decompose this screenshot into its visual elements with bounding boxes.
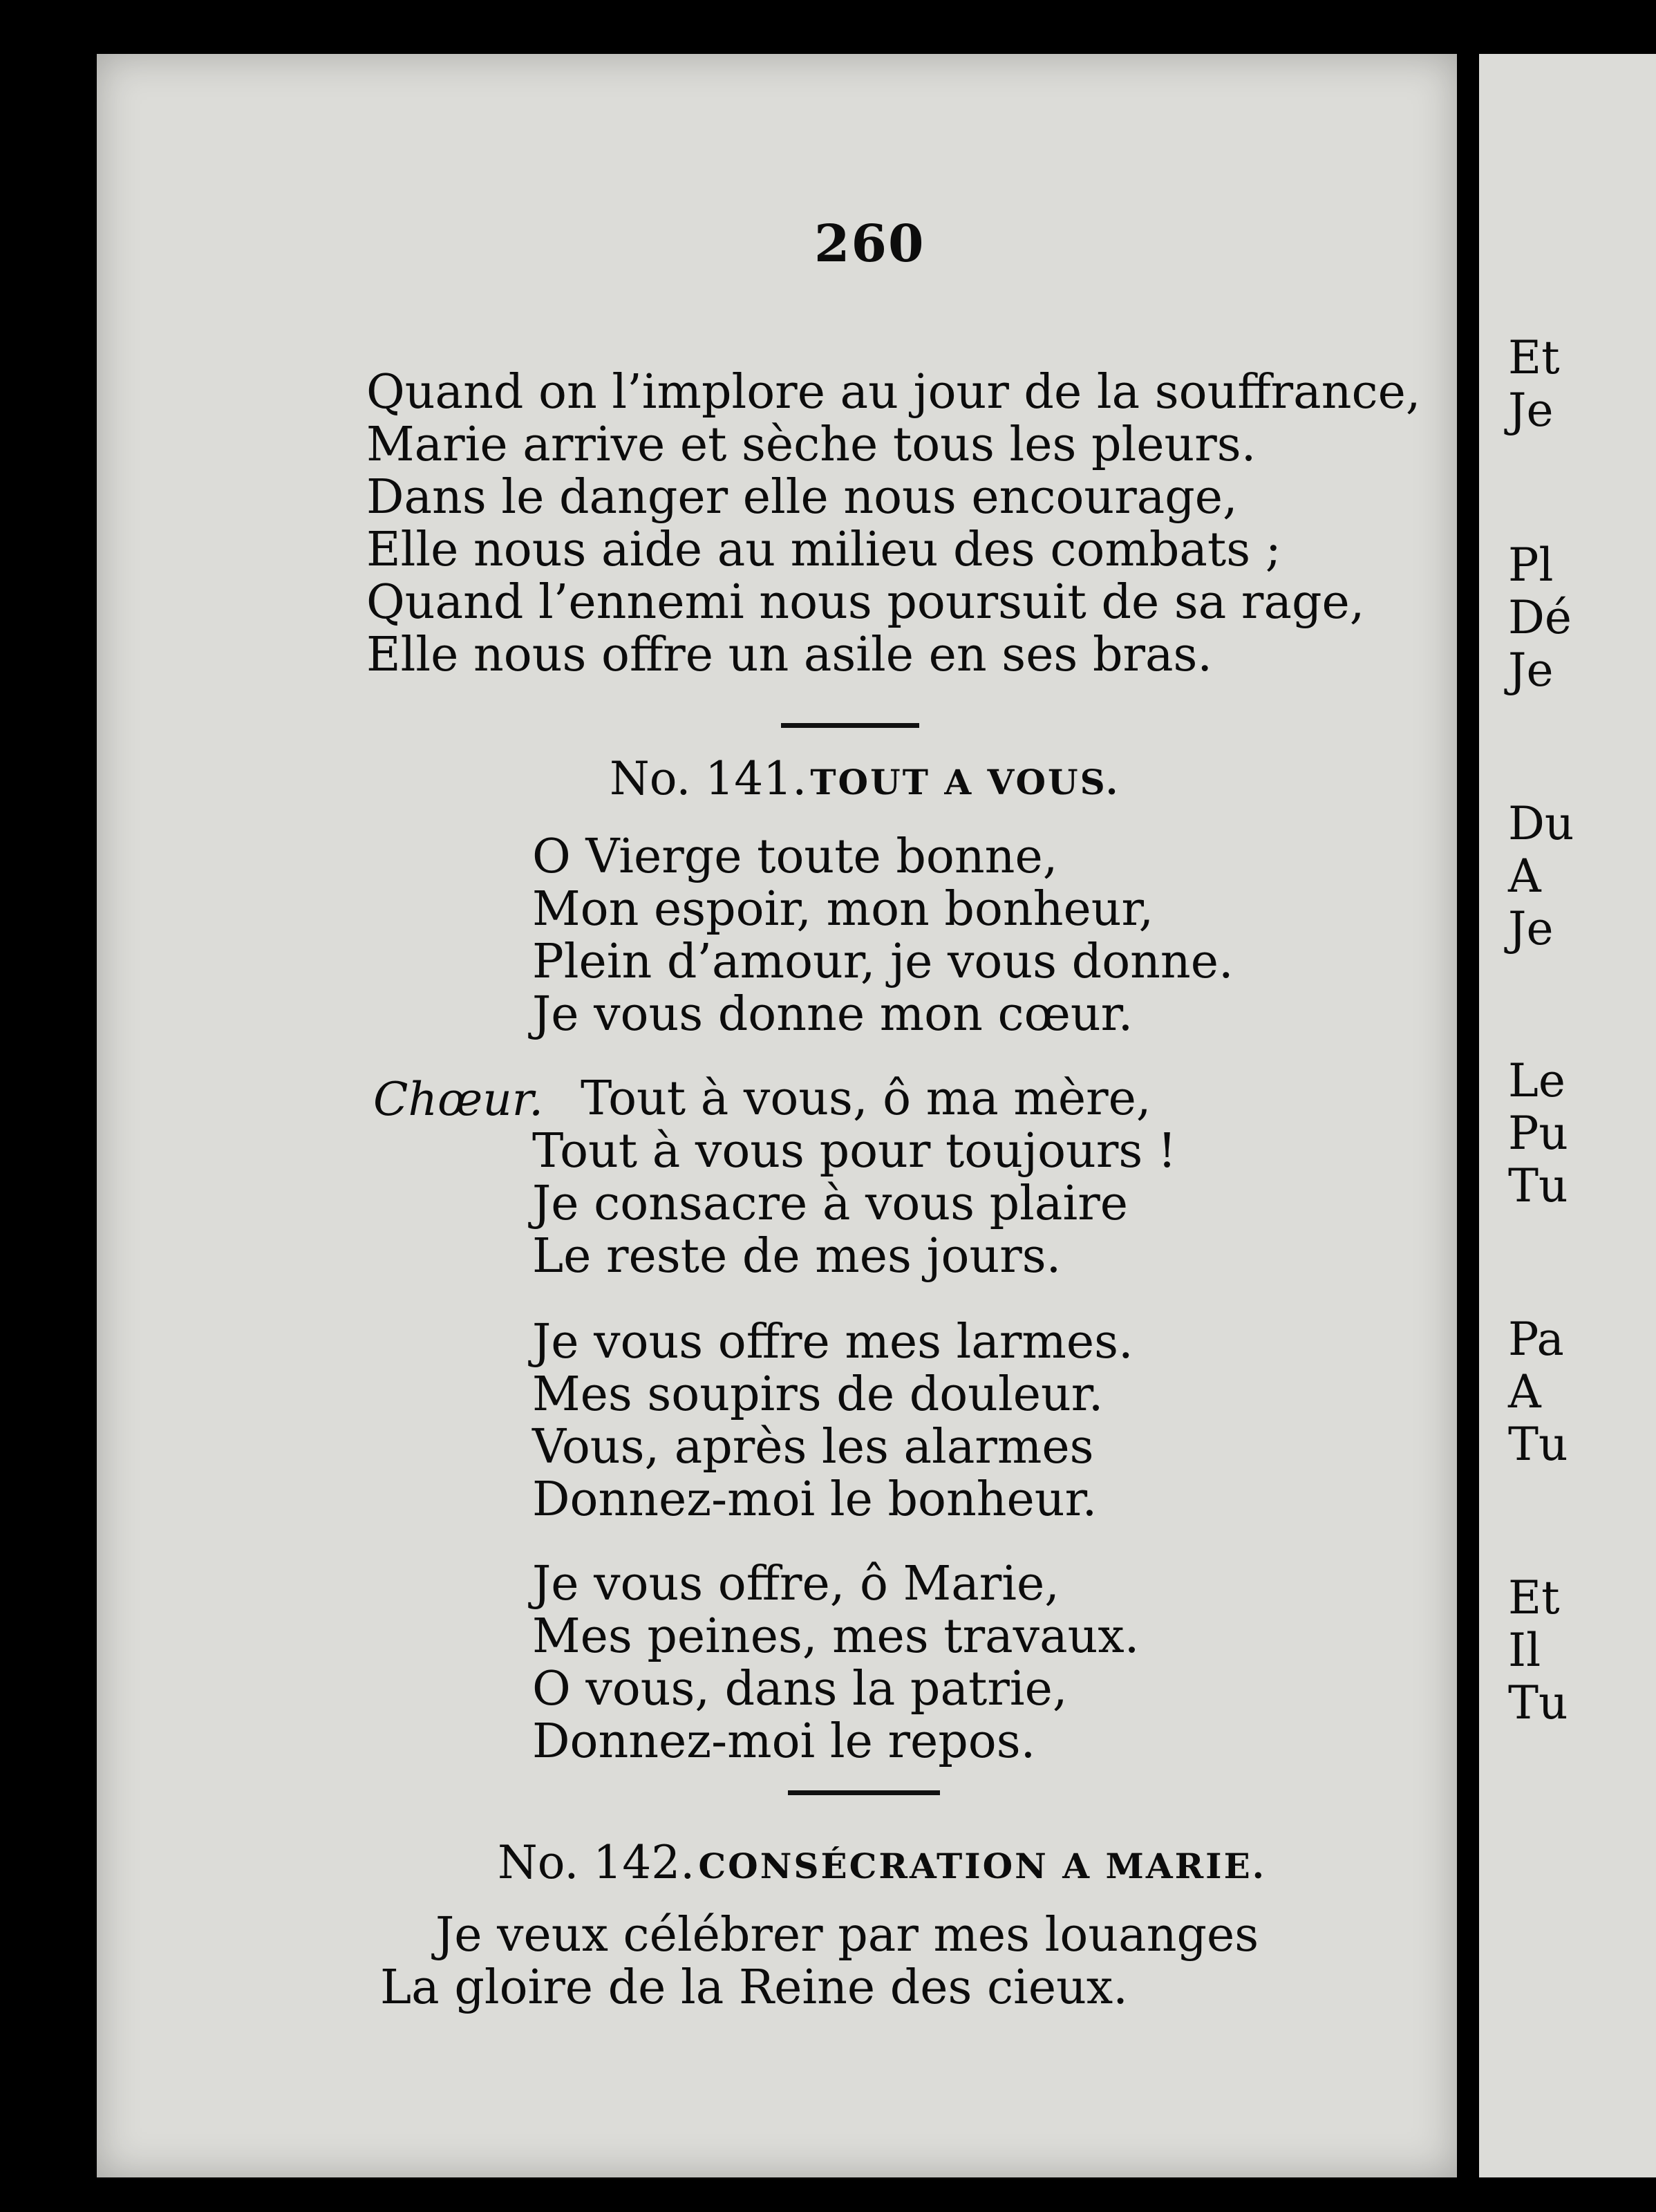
fragment: A bbox=[1508, 850, 1541, 903]
chorus-line: Tout à vous, ô ma mère, bbox=[581, 1071, 1151, 1126]
fragment: Pu bbox=[1508, 1107, 1568, 1160]
left-page bbox=[97, 54, 1457, 2177]
chorus-line: Le reste de mes jours. bbox=[532, 1229, 1062, 1284]
verse-line: Mes peines, mes travaux. bbox=[532, 1609, 1140, 1664]
fragment: Dé bbox=[1508, 591, 1572, 644]
intro-line: Elle nous aide au milieu des combats ; bbox=[366, 523, 1281, 577]
chorus-line: Je consacre à vous plaire bbox=[532, 1177, 1128, 1231]
fragment: Pa bbox=[1508, 1313, 1564, 1366]
chorus-line: Tout à vous pour toujours ! bbox=[532, 1124, 1177, 1179]
fragment: Je bbox=[1508, 644, 1554, 697]
verse-line: Mon espoir, mon bonheur, bbox=[532, 882, 1154, 937]
fragment: Tu bbox=[1508, 1159, 1568, 1212]
verse-line: Donnez-moi le repos. bbox=[532, 1714, 1036, 1769]
verse-line: O Vierge toute bonne, bbox=[532, 830, 1058, 884]
fragment: Le bbox=[1508, 1054, 1565, 1107]
hymn-number: No. 142. bbox=[498, 1836, 695, 1889]
verse-line: Donnez-moi le bonheur. bbox=[532, 1472, 1098, 1527]
fragment: Tu bbox=[1508, 1676, 1568, 1730]
hymn-title: TOUT A VOUS. bbox=[810, 762, 1120, 803]
hymn-number: No. 141. bbox=[610, 752, 807, 805]
section-divider bbox=[781, 723, 919, 728]
verse-line: Je vous offre, ô Marie, bbox=[532, 1557, 1060, 1611]
hymn-title: CONSÉCRATION A MARIE. bbox=[698, 1846, 1267, 1886]
fragment: Tu bbox=[1508, 1418, 1568, 1471]
fragment: Et bbox=[1508, 331, 1560, 384]
fragment: Je bbox=[1508, 384, 1554, 437]
fragment: A bbox=[1508, 1365, 1541, 1418]
intro-line: Dans le danger elle nous encourage, bbox=[366, 470, 1238, 525]
verse-line: Je vous donne mon cœur. bbox=[532, 987, 1133, 1042]
intro-line: Quand on l’implore au jour de la souffrance, bbox=[366, 365, 1421, 420]
fragment: Il bbox=[1508, 1624, 1541, 1677]
verse-line: Plein d’amour, je vous donne. bbox=[532, 935, 1234, 989]
intro-line: Marie arrive et sèche tous les pleurs. bbox=[366, 418, 1257, 472]
fragment: Et bbox=[1508, 1571, 1560, 1624]
verse-line: Vous, après les alarmes bbox=[532, 1420, 1094, 1474]
verse-line: La gloire de la Reine des cieux. bbox=[380, 1960, 1128, 2015]
hymn-141-heading bbox=[610, 752, 1120, 805]
chorus-label: Chœur. bbox=[373, 1073, 544, 1126]
intro-line: Elle nous offre un asile en ses bras. bbox=[366, 628, 1213, 682]
section-divider bbox=[788, 1790, 940, 1795]
fragment: Je bbox=[1508, 902, 1554, 955]
verse-line: O vous, dans la patrie, bbox=[532, 1662, 1068, 1716]
fragment: Pl bbox=[1508, 538, 1554, 592]
page-number: 260 bbox=[814, 214, 925, 274]
hymn-142-heading bbox=[498, 1836, 1266, 1889]
fragment: Du bbox=[1508, 797, 1574, 850]
verse-line: Je veux célébrer par mes louanges bbox=[435, 1908, 1259, 1962]
verse-line: Mes soupirs de douleur. bbox=[532, 1367, 1104, 1422]
right-page-edge bbox=[1479, 54, 1656, 2177]
verse-line: Je vous offre mes larmes. bbox=[532, 1315, 1133, 1369]
intro-line: Quand l’ennemi nous poursuit de sa rage, bbox=[366, 575, 1365, 630]
